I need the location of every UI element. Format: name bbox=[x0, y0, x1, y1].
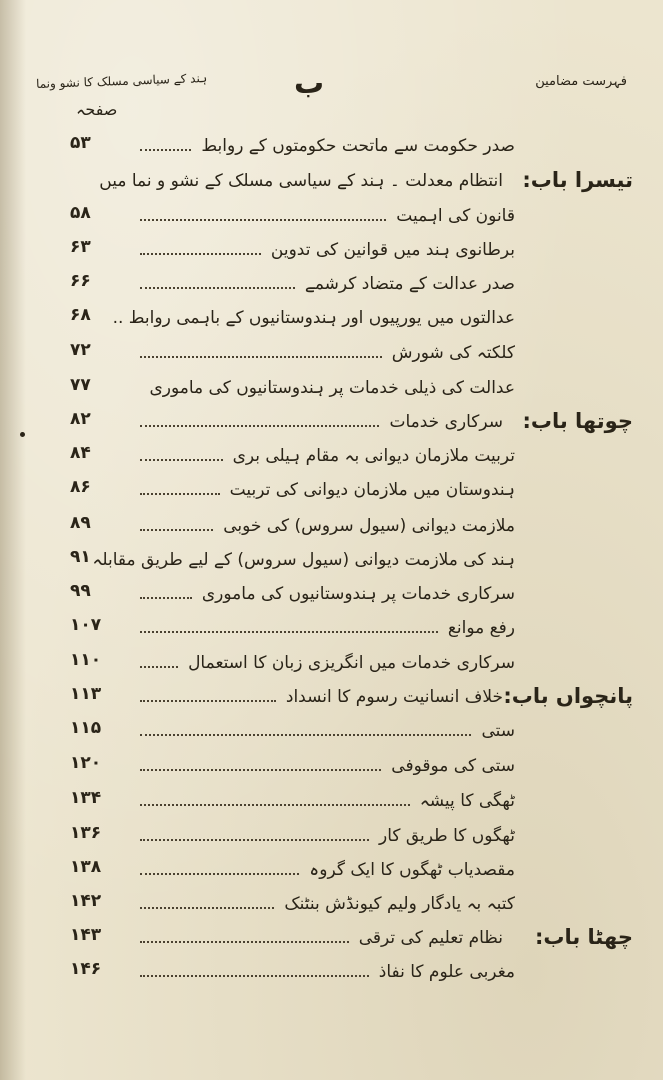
toc-row bbox=[0, 750, 663, 784]
entry-title: ستی bbox=[481, 721, 515, 741]
toc-row bbox=[0, 200, 663, 234]
page-number: ۱۱۵ bbox=[70, 718, 102, 738]
page-number: ۱۱۰ bbox=[70, 650, 102, 670]
entry-title: کلکتہ کی شورش bbox=[391, 343, 515, 363]
page-column-heading: صفحہ bbox=[76, 100, 118, 119]
toc-row bbox=[0, 130, 663, 164]
dot-leader bbox=[140, 973, 369, 977]
entry-title: کتبہ بہ یادگار ولیم کیونڈش بنٹنک bbox=[284, 894, 515, 914]
dot-leader bbox=[140, 217, 386, 221]
entry-title: مقصدیاب ٹھگوں کا ایک گروہ bbox=[309, 860, 515, 880]
toc-row bbox=[0, 302, 663, 336]
page-number: ۱۳۴ bbox=[70, 788, 102, 808]
chapter-row bbox=[0, 165, 663, 199]
toc-row bbox=[0, 820, 663, 854]
entry-title: سرکاری خدمات میں انگریزی زبان کا استعمال bbox=[188, 653, 515, 673]
dot-leader bbox=[140, 732, 471, 736]
toc-row bbox=[0, 234, 663, 268]
dot-leader bbox=[140, 527, 213, 531]
chapter-label: تیسرا باب: bbox=[522, 168, 633, 192]
entry-title: رفع موانع bbox=[447, 618, 515, 638]
dot-leader bbox=[140, 767, 381, 771]
entry-title: ٹھگوں کا طریق کار bbox=[378, 826, 515, 846]
entry-title: ہندوستان میں ملازمان دیوانی کی تربیت bbox=[229, 480, 515, 500]
page-header bbox=[36, 62, 627, 102]
entry-title: تربیت ملازمان دیوانی بہ مقام ہیلی بری bbox=[232, 446, 515, 466]
dot-leader bbox=[140, 147, 191, 151]
chapter-row bbox=[0, 922, 663, 956]
toc-row bbox=[0, 440, 663, 474]
toc-row bbox=[0, 888, 663, 922]
running-head-contents: فہرست مضامین bbox=[535, 74, 627, 89]
chapter-label: چوتھا باب: bbox=[522, 409, 633, 433]
entry-title: ٹھگی کا پیشہ bbox=[419, 791, 515, 811]
entry-title: عدالت کی ذیلی خدمات پر ہندوستانیوں کی ماموری bbox=[149, 378, 515, 398]
dot-leader bbox=[140, 698, 276, 702]
entry-title: برطانوی ہند میں قوانین کی تدوین bbox=[270, 240, 515, 260]
entry-title: قانون کی اہمیت bbox=[396, 206, 515, 226]
dot-leader bbox=[140, 595, 192, 599]
entry-title: ہند کی ملازمت دیوانی (سیول سروس) کے لیے طریق مقابلہ bbox=[92, 550, 515, 570]
chapter-title: سرکاری خدمات bbox=[389, 412, 503, 432]
page-number: ۷۷ bbox=[70, 375, 91, 395]
page-number: ۱۲۰ bbox=[70, 753, 102, 773]
page-number: ۱۱۳ bbox=[70, 684, 102, 704]
toc-row bbox=[0, 337, 663, 371]
dot-leader bbox=[140, 802, 410, 806]
entry-title: صدر حکومت سے ماتحت حکومتوں کے روابط bbox=[201, 136, 515, 156]
page-number: ۸۹ bbox=[70, 513, 91, 533]
toc-row bbox=[0, 544, 663, 578]
dot-leader bbox=[140, 939, 349, 943]
toc-row bbox=[0, 474, 663, 508]
dot-leader bbox=[140, 871, 299, 875]
chapter-title: خلاف انسانیت رسوم کا انسداد bbox=[285, 687, 503, 707]
entry-title: عدالتوں میں یورپیوں اور ہندوستانیوں کے باہمی روابط .. bbox=[112, 308, 515, 328]
dot-leader bbox=[140, 423, 379, 427]
toc-row bbox=[0, 956, 663, 990]
dot-leader bbox=[140, 491, 220, 495]
chapter-row bbox=[0, 406, 663, 440]
entry-title: ستی کی موقوفی bbox=[391, 756, 515, 776]
toc-row bbox=[0, 372, 663, 406]
toc-row bbox=[0, 578, 663, 612]
page-letter: ب bbox=[294, 66, 325, 101]
toc-row bbox=[0, 715, 663, 749]
running-head-book-title: ہند کے سیاسی مسلک کا نشو ونما bbox=[35, 71, 208, 91]
dot-leader bbox=[140, 251, 261, 255]
chapter-title: نظام تعلیم کی ترقی bbox=[358, 928, 503, 948]
dot-leader bbox=[140, 837, 369, 841]
page-number: ۷۲ bbox=[70, 340, 91, 360]
page-number: ۸۲ bbox=[70, 409, 91, 429]
toc-row bbox=[0, 854, 663, 888]
page-number: ۱۳۸ bbox=[70, 857, 102, 877]
chapter-label: چھٹا باب: bbox=[534, 925, 633, 949]
toc-row bbox=[0, 647, 663, 681]
entry-title: مغربی علوم کا نفاذ bbox=[378, 962, 515, 982]
page-number: ۹۱ bbox=[70, 547, 91, 567]
chapter-label: پانچواں باب: bbox=[503, 684, 633, 708]
page-number: ۸۶ bbox=[70, 477, 91, 497]
page-number: ۱۳۶ bbox=[70, 823, 102, 843]
toc-row bbox=[0, 785, 663, 819]
dot-leader bbox=[140, 629, 438, 633]
page-number: ۱۰۷ bbox=[70, 615, 102, 635]
page-number: ۶۸ bbox=[70, 305, 91, 325]
dot-leader bbox=[140, 664, 178, 668]
page-number: ۶۶ bbox=[70, 271, 91, 291]
dot-leader bbox=[140, 905, 274, 909]
page-number: ۸۴ bbox=[70, 443, 91, 463]
entry-title: سرکاری خدمات پر ہندوستانیوں کی ماموری bbox=[201, 584, 515, 604]
table-of-contents bbox=[0, 130, 663, 982]
entry-title: ملازمت دیوانی (سیول سروس) کی خوبی bbox=[223, 516, 515, 536]
dot-leader bbox=[140, 354, 382, 358]
page-number: ۹۹ bbox=[70, 581, 91, 601]
toc-row bbox=[0, 510, 663, 544]
entry-title: صدر عدالت کے متضاد کرشمے bbox=[304, 274, 515, 294]
page-number: ۱۴۶ bbox=[70, 959, 102, 979]
chapter-row bbox=[0, 681, 663, 715]
page-number: ۵۳ bbox=[70, 133, 91, 153]
dot-leader bbox=[140, 457, 223, 461]
dot-leader bbox=[140, 285, 295, 289]
toc-row bbox=[0, 612, 663, 646]
page-number: ۶۳ bbox=[70, 237, 91, 257]
page-number: ۱۴۲ bbox=[70, 891, 102, 911]
page-number: ۵۸ bbox=[70, 203, 91, 223]
toc-row bbox=[0, 268, 663, 302]
chapter-title: انتظام معدلت ۔ ہند کے سیاسی مسلک کے نشو و نما میں bbox=[99, 171, 503, 191]
page-number: ۱۴۳ bbox=[70, 925, 102, 945]
